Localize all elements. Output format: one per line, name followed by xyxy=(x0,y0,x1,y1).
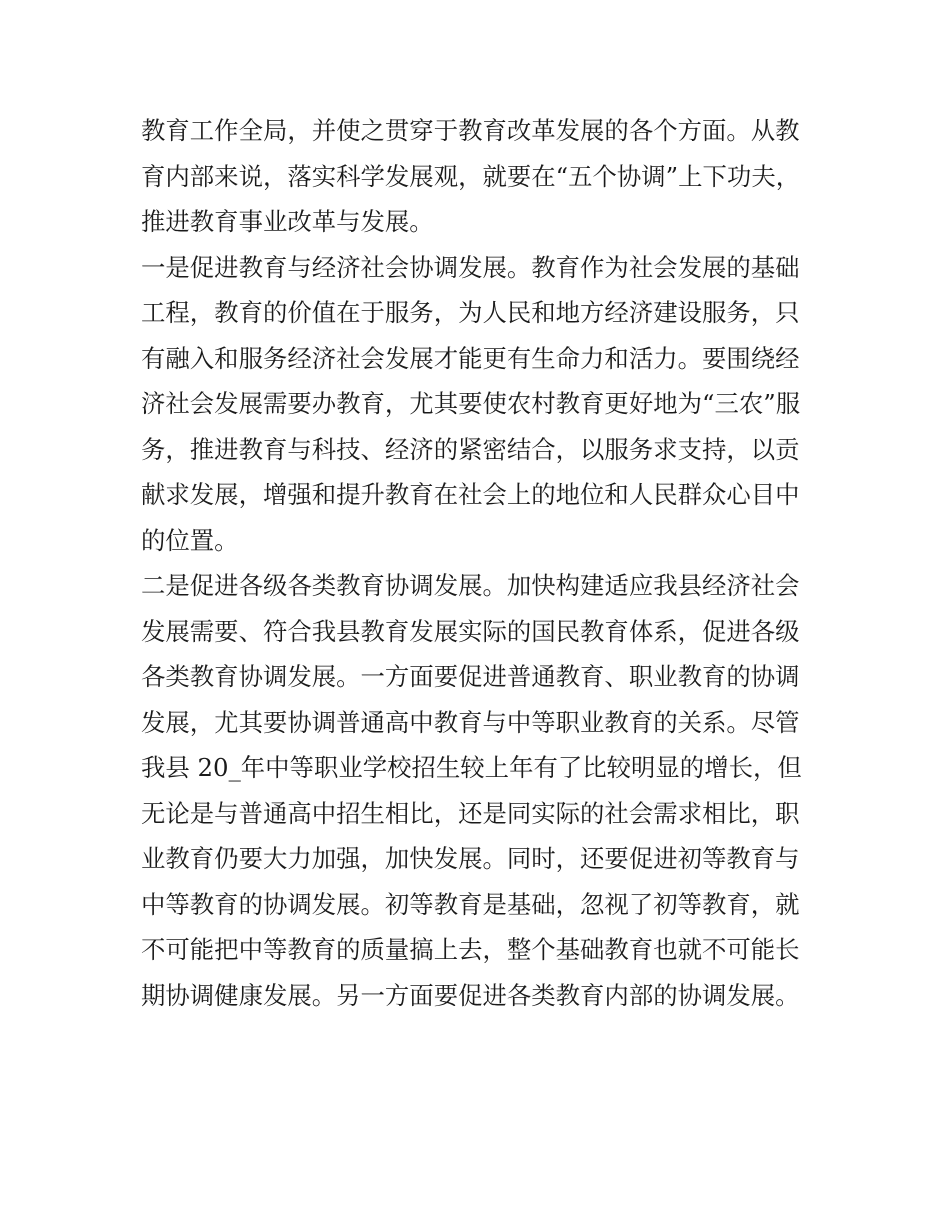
text-line: 工程，教育的价值在于服务，为人民和地方经济建设服务，只 xyxy=(141,298,800,327)
text-line: 有融入和服务经济社会发展才能更有生命力和活力。要围绕经 xyxy=(141,343,800,373)
text-line: 的位置。 xyxy=(141,525,239,555)
text-line: 育内部来说，落实科学发展观，就要在“五个协调”上下功夫， xyxy=(141,161,801,191)
text-line: 教育工作全局，并使之贯穿于教育改革发展的各个方面。从教 xyxy=(141,116,800,145)
text-line: 推进教育事业改革与发展。 xyxy=(141,207,434,236)
text-line: 期协调健康发展。另一方面要促进各类教育内部的协调发展。 xyxy=(141,980,800,1010)
text-line: 我县 20_年中等职业学校招生较上年有了比较明显的增长，但 xyxy=(141,753,802,782)
text-line: 济社会发展需要办教育，尤其要使农村教育更好地为“三农”服 xyxy=(141,389,801,418)
text-line: 务，推进教育与科技、经济的紧密结合，以服务求支持，以贡 xyxy=(141,434,800,464)
text-line: 中等教育的协调发展。初等教育是基础，忽视了初等教育，就 xyxy=(141,889,800,919)
text-line: 不可能把中等教育的质量搞上去，整个基础教育也就不可能长 xyxy=(141,935,800,964)
text-line: 各类教育协调发展。一方面要促进普通教育、职业教育的协调 xyxy=(141,662,800,691)
text-line: 发展，尤其要协调普通高中教育与中等职业教育的关系。尽管 xyxy=(141,707,800,737)
text-line: 发展需要、符合我县教育发展实际的国民教育体系，促进各级 xyxy=(141,616,800,646)
text-line: 业教育仍要大力加强，加快发展。同时，还要促进初等教育与 xyxy=(141,844,800,873)
text-line: 无论是与普通高中招生相比，还是同实际的社会需求相比，职 xyxy=(141,798,800,828)
document-body xyxy=(141,108,821,1018)
text-line: 一是促进教育与经济社会协调发展。教育作为社会发展的基础 xyxy=(141,252,800,282)
text-line: 献求发展，增强和提升教育在社会上的地位和人民群众心目中 xyxy=(141,480,800,509)
text-line: 二是促进各级各类教育协调发展。加快构建适应我县经济社会 xyxy=(141,571,800,600)
